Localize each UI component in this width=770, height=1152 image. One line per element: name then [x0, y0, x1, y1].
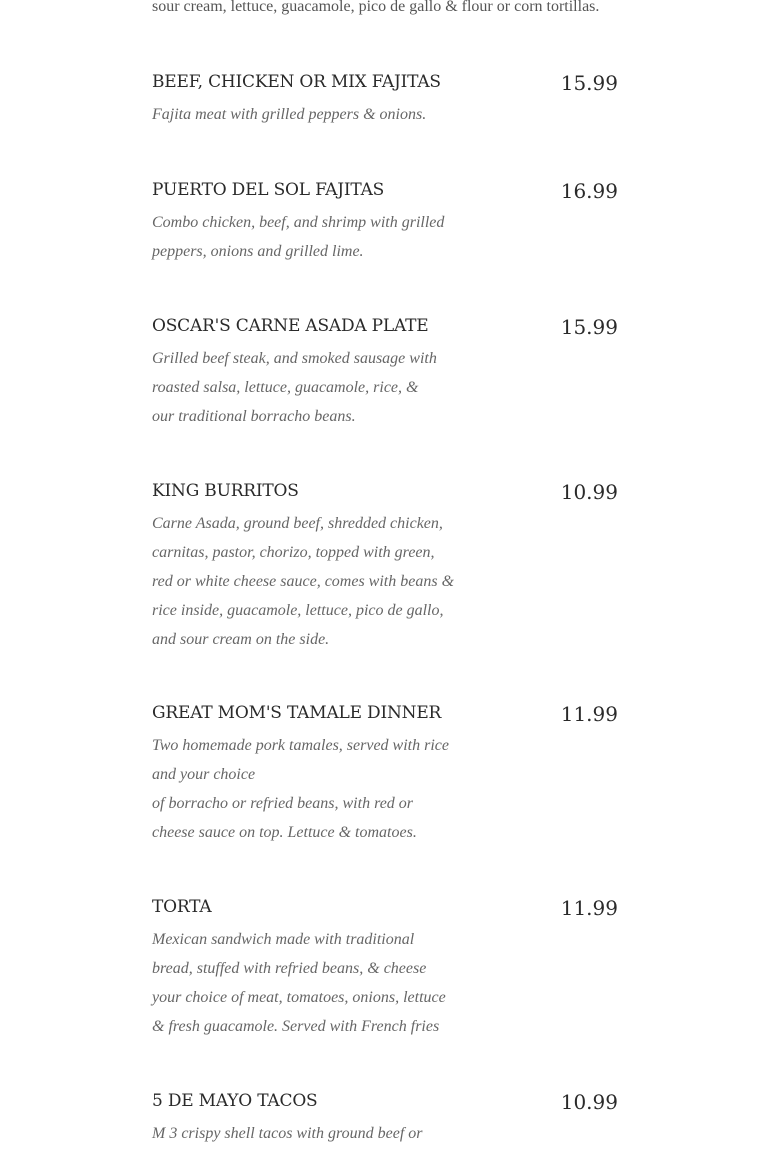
menu-item-name: GREAT MOM'S TAMALE DINNER — [152, 703, 442, 723]
menu-item-name: KING BURRITOS — [152, 481, 299, 501]
menu-item-description: Combo chicken, beef, and shrimp with grilled peppers, onions and grilled lime. — [152, 214, 445, 260]
menu-item-description: Grilled beef steak, and smoked sausage with roasted salsa, lettuce, guacamole, rice, & our traditional borracho beans. — [152, 350, 437, 425]
menu-item-price: 11.99 — [560, 896, 618, 920]
menu-item-description: Mexican sandwich made with traditional bread, stuffed with refried beans, & cheese your choice of meat, tomatoes, onions, lettuce & fresh guacamole. Served with French fries — [152, 931, 446, 1035]
menu-item-name: PUERTO DEL SOL FAJITAS — [152, 180, 385, 200]
previous-item-description: sour cream, lettuce, guacamole, pico de gallo & flour or corn tortillas. — [152, 0, 600, 15]
menu-item-name: OSCAR'S CARNE ASADA PLATE — [152, 316, 429, 336]
menu-item-name: 5 DE MAYO TACOS — [152, 1091, 318, 1111]
menu-item-price: 15.99 — [560, 71, 618, 95]
menu-item-price: 16.99 — [560, 179, 618, 203]
menu-item-description: M 3 crispy shell tacos with ground beef or — [152, 1125, 423, 1142]
menu-item-description: Carne Asada, ground beef, shredded chicken, carnitas, pastor, chorizo, topped with green, red or white cheese sauce, comes with beans & rice inside, guacamole, lettuce, pico de gallo, and sour cream on the side. — [152, 515, 455, 648]
menu-item-price: 10.99 — [560, 480, 618, 504]
menu-item-name: BEEF, CHICKEN OR MIX FAJITAS — [152, 72, 441, 92]
menu-item-description: Two homemade pork tamales, served with rice and your choice of borracho or refried beans, with red or cheese sauce on top. Lettuce & tomatoes. — [152, 737, 449, 841]
menu-item-name: TORTA — [152, 897, 212, 917]
menu-item-price: 10.99 — [560, 1090, 618, 1114]
menu-item-description: Fajita meat with grilled peppers & onions. — [152, 106, 427, 123]
menu-item-price: 15.99 — [560, 315, 618, 339]
menu-item-price: 11.99 — [560, 702, 618, 726]
